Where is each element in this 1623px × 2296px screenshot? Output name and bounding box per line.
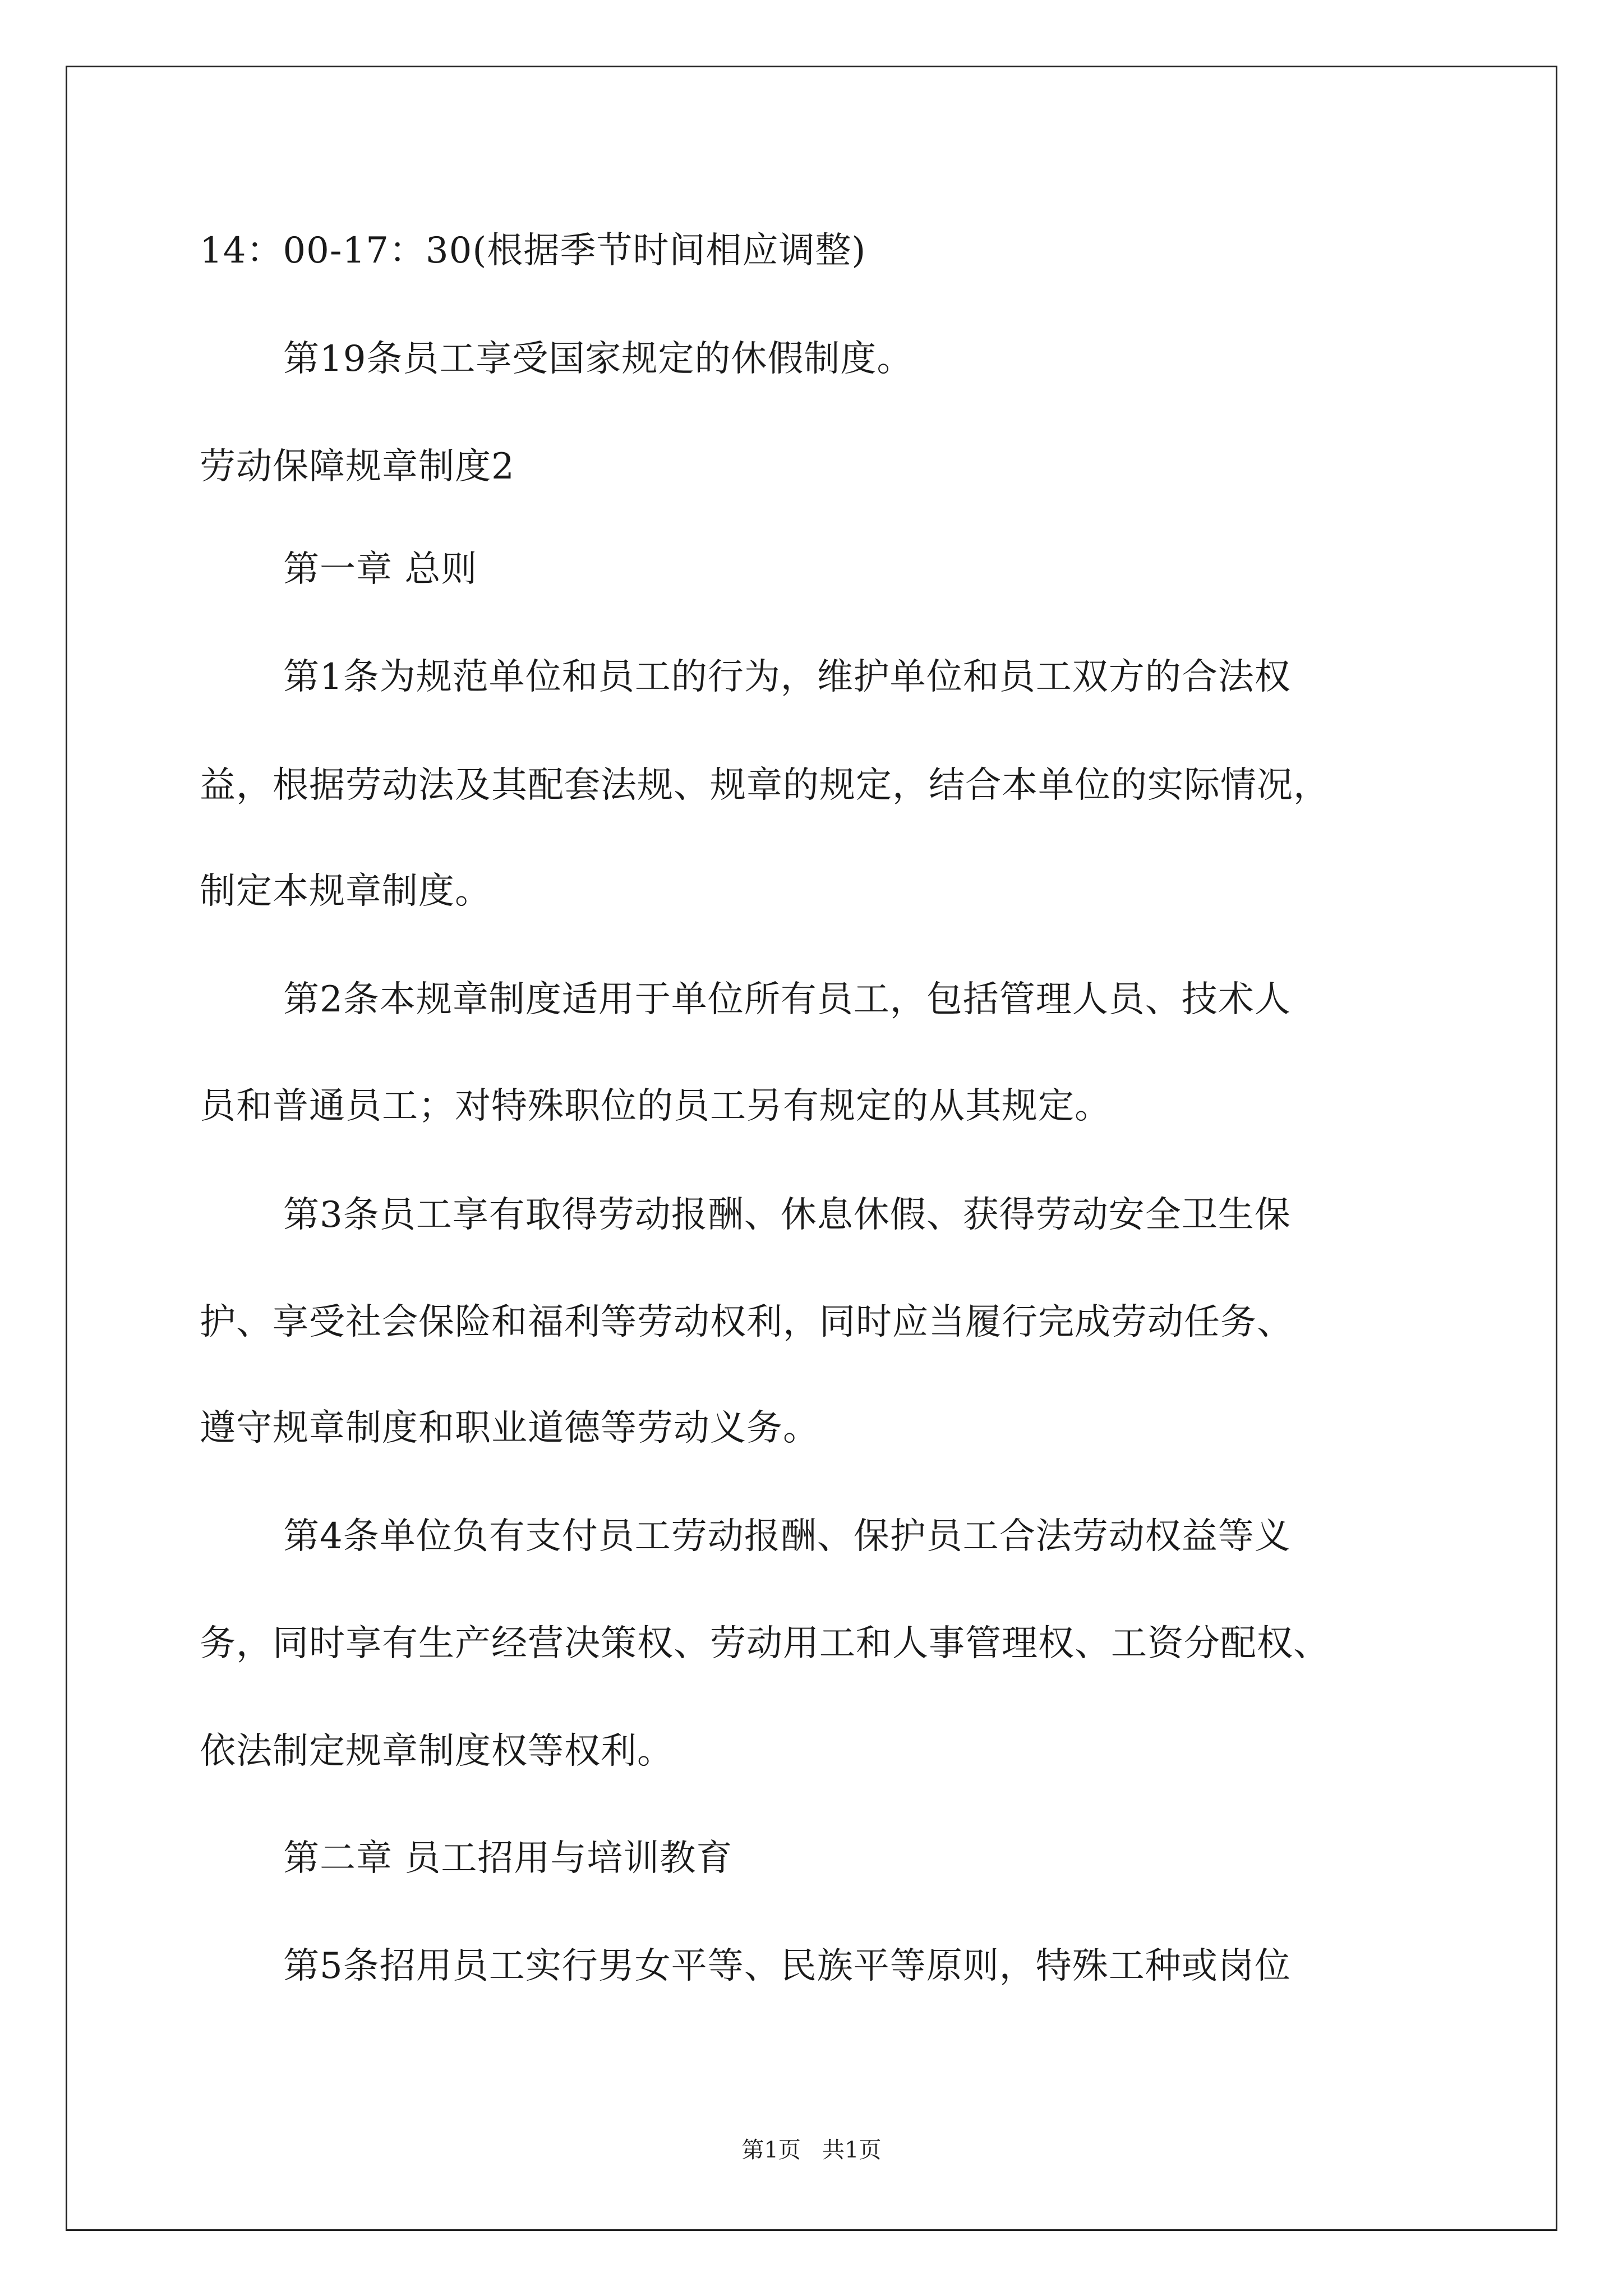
- article-2-line-1: 第2条本规章制度适用于单位所有员工，包括管理人员、技术人: [283, 979, 1291, 1020]
- article-3-line-1: 第3条员工享有取得劳动报酬、休息休假、获得劳动安全卫生保: [283, 1194, 1291, 1236]
- article-1-line-1: 第1条为规范单位和员工的行为，维护单位和员工双方的合法权: [283, 656, 1291, 698]
- article-1-line-2: 益，根据劳动法及其配套法规、规章的规定，结合本单位的实际情况，: [200, 765, 1330, 806]
- article-2-line-2: 员和普通员工；对特殊职位的员工另有规定的从其规定。: [200, 1085, 1111, 1127]
- chapter-1-heading: 第一章 总则: [283, 549, 478, 590]
- chapter-2-heading: 第二章 员工招用与培训教育: [283, 1838, 733, 1879]
- page-border: [66, 66, 1557, 2231]
- article-1-line-3: 制定本规章制度。: [200, 871, 491, 912]
- article-4-line-3: 依法制定规章制度权等权利。: [200, 1731, 674, 1772]
- article-3-line-2: 护、享受社会保险和福利等劳动权利，同时应当履行完成劳动任务、: [200, 1301, 1293, 1343]
- article-5-line-1: 第5条招用员工实行男女平等、民族平等原则，特殊工种或岗位: [283, 1945, 1291, 1987]
- page-number-footer: 第1页 共1页: [741, 2137, 882, 2163]
- article-19: 第19条员工享受国家规定的休假制度。: [283, 338, 914, 380]
- section-title: 劳动保障规章制度2: [200, 446, 515, 487]
- article-4-line-2: 务，同时享有生产经营决策权、劳动用工和人事管理权、工资分配权、: [200, 1623, 1330, 1664]
- article-3-line-3: 遵守规章制度和职业道德等劳动义务。: [200, 1407, 819, 1449]
- article-4-line-1: 第4条单位负有支付员工劳动报酬、保护员工合法劳动权益等义: [283, 1516, 1291, 1557]
- text-line-time: 14：00-17：30(根据季节时间相应调整): [200, 230, 866, 272]
